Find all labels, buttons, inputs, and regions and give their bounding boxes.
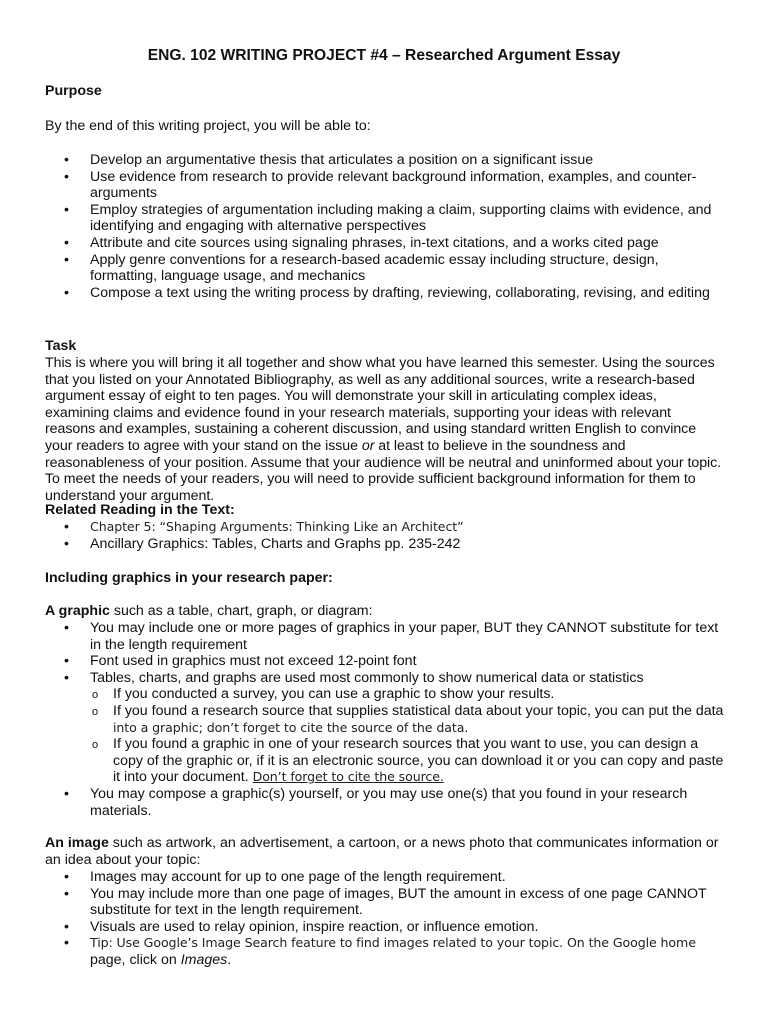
list-item: • Font used in graphics must not exceed 12-point font — [45, 653, 725, 670]
list-item: • Ancillary Graphics: Tables, Charts and Graphs pp. 235-242 — [45, 536, 725, 553]
image-lead — [45, 835, 725, 868]
sub-item-stats-b: into a graphic; don’t forget to cite the source of the data. — [113, 719, 469, 735]
task-heading-text: Task — [45, 338, 77, 354]
graphic-lead-bold: A graphic — [45, 603, 110, 619]
list-item — [45, 519, 725, 536]
list-item: • You may compose a graphic(s) yourself, or you may use one(s) that you found in your research materials. — [45, 786, 725, 819]
task-heading — [45, 338, 725, 355]
tip-text-a: Tip: Use Google’s Image Search feature to find images related to your topic. On the Google home — [90, 935, 696, 951]
list-item — [45, 935, 725, 968]
purpose-heading — [45, 83, 725, 100]
graphic-lead — [45, 603, 725, 620]
graphics-heading-text: Including graphics in your research paper: — [45, 570, 333, 586]
purpose-heading-text: Purpose — [45, 83, 102, 99]
list-item: • Visuals are used to relay opinion, inspire reaction, or influence emotion. — [45, 919, 725, 936]
tip-text-c: . — [227, 951, 232, 968]
tip-text-b: page, click on — [90, 951, 181, 968]
list-item: • Compose a text using the writing process by drafting, reviewing, collaborating, revising, and editing — [45, 285, 725, 302]
related-chapter-text: Chapter 5: “Shaping Arguments: Thinking Like an Architect” — [90, 519, 464, 534]
related-heading-text: Related Reading in the Text: — [45, 502, 235, 518]
list-item: • You may include one or more pages of graphics in your paper, BUT they CANNOT substitute for text in the length requirement — [45, 620, 725, 653]
tip-text-images: Images — [180, 951, 228, 968]
list-item: • You may include more than one page of images, BUT the amount in excess of one page CANNOT substitute for text in the length requirement. — [45, 886, 725, 919]
list-item: • Apply genre conventions for a research-based academic essay including structure, design, formatting, language usage, and mechanics — [45, 252, 725, 285]
sub-item-stats-a: If you found a research source that supplies statistical data about your topic, you can put the data — [113, 702, 724, 719]
graphics-heading — [45, 570, 725, 587]
graphics-list — [45, 620, 725, 819]
sub-list-item — [45, 703, 725, 736]
sub-item-graphic-b: Don’t forget to cite the source. — [252, 769, 444, 785]
task-text-a: This is where you will bring it all together and show what you have learned this semester. Using the sources that you listed on your Annotated Bibliography, as well as any additional sources, write a research-based argument essay of eight to ten pages. You will demonstrate your skill in articulating complex ideas, examining claims and evidence found in your research materials, supporting your ideas with relevant reasons and examples, sustaining a coherent discussion, and using standard written English to convince your readers to agree with your stand on the issue — [45, 355, 715, 454]
related-list — [45, 519, 725, 552]
image-lead-rest: such as artwork, an advertisement, a cartoon, or a news photo that communicates information or an idea about your topic: — [45, 835, 719, 868]
image-lead-bold: An image — [45, 835, 109, 851]
sub-list-item: o If you conducted a survey, you can use a graphic to show your results. — [45, 686, 725, 703]
purpose-intro: By the end of this writing project, you will be able to: — [45, 118, 371, 134]
list-item: • Develop an argumentative thesis that articulates a position on a significant issue — [45, 152, 725, 169]
image-list — [45, 869, 725, 969]
task-text-b: at least to believe in the soundness and reasonableness of your position. Assume that your audience will be neutral and uninformed about your topic. To meet the needs of your readers, you will need to provide sufficient background information for them to understand your argument. — [45, 437, 722, 504]
document-title: ENG. 102 WRITING PROJECT #4 – Researched Argument Essay — [147, 47, 621, 64]
list-item: • Tables, charts, and graphs are used most commonly to show numerical data or statistics — [45, 670, 725, 687]
list-item: • Images may account for up to one page of the length requirement. — [45, 869, 725, 886]
sub-list-item — [45, 736, 725, 786]
graphic-lead-rest: such as a table, chart, graph, or diagram: — [109, 603, 373, 619]
sub-item-graphic-a: If you found a graphic in one of your research sources that you want to use, you can design a copy of the graphic or, if it is an electronic source, you can download it or you can copy and paste it into your document. — [113, 736, 724, 786]
purpose-list — [45, 152, 725, 301]
list-item: • Use evidence from research to provide relevant background information, examples, and counter-arguments — [45, 169, 725, 202]
list-item: • Attribute and cite sources using signaling phrases, in-text citations, and a works cited page — [45, 235, 725, 252]
task-paragraph — [45, 355, 723, 504]
related-heading — [45, 502, 725, 519]
task-text-or: or — [361, 437, 375, 454]
list-item: • Employ strategies of argumentation including making a claim, supporting claims with evidence, and identifying and engaging with alternative perspectives — [45, 202, 725, 235]
